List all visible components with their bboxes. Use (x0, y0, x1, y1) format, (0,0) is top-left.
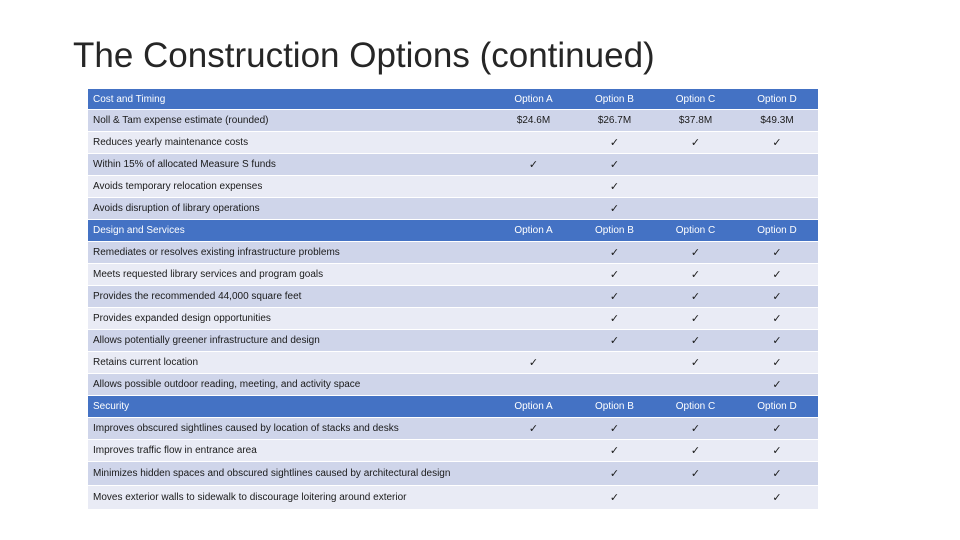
checkmark-icon: ✓ (736, 352, 818, 373)
criterion-label: Moves exterior walls to sidewalk to discourage loitering around exterior (88, 486, 493, 509)
options-table-body (88, 89, 818, 509)
construction-options-table (88, 88, 818, 510)
checkmark-icon: ✓ (574, 462, 655, 485)
table-row (88, 154, 818, 175)
criterion-label: Noll & Tam expense estimate (rounded) (88, 110, 493, 131)
table-row (88, 352, 818, 373)
checkmark-icon: ✓ (736, 308, 818, 329)
checkmark-icon: ✓ (655, 330, 736, 351)
table-cell (493, 132, 574, 153)
table-cell (493, 374, 574, 395)
checkmark-icon: ✓ (736, 418, 818, 439)
table-cell (655, 198, 736, 219)
table-cell (493, 242, 574, 263)
checkmark-icon: ✓ (736, 440, 818, 461)
checkmark-icon: ✓ (736, 462, 818, 485)
table-cell (655, 154, 736, 175)
option-column-header: Option D (736, 396, 818, 417)
checkmark-icon: ✓ (736, 374, 818, 395)
table-cell (736, 154, 818, 175)
table-cell (493, 486, 574, 509)
checkmark-icon: ✓ (574, 176, 655, 197)
table-row (88, 286, 818, 307)
checkmark-icon: ✓ (736, 330, 818, 351)
table-cell: $37.8M (655, 110, 736, 131)
checkmark-icon: ✓ (574, 486, 655, 509)
option-column-header: Option D (736, 220, 818, 241)
option-column-header: Option B (574, 89, 655, 109)
criterion-label: Avoids temporary relocation expenses (88, 176, 493, 197)
checkmark-icon: ✓ (736, 242, 818, 263)
section-header-label: Cost and Timing (88, 89, 493, 109)
checkmark-icon: ✓ (574, 154, 655, 175)
section-header-row (88, 220, 818, 241)
option-column-header: Option A (493, 396, 574, 417)
option-column-header: Option B (574, 396, 655, 417)
checkmark-icon: ✓ (655, 286, 736, 307)
table-cell (493, 264, 574, 285)
checkmark-icon: ✓ (574, 418, 655, 439)
table-cell (736, 198, 818, 219)
table-cell (493, 462, 574, 485)
criterion-label: Allows possible outdoor reading, meeting, and activity space (88, 374, 493, 395)
option-column-header: Option A (493, 89, 574, 109)
checkmark-icon: ✓ (493, 352, 574, 373)
table-row (88, 330, 818, 351)
table-row (88, 440, 818, 461)
checkmark-icon: ✓ (655, 132, 736, 153)
option-column-header: Option C (655, 89, 736, 109)
table-cell (493, 440, 574, 461)
checkmark-icon: ✓ (655, 242, 736, 263)
table-cell: $49.3M (736, 110, 818, 131)
checkmark-icon: ✓ (655, 462, 736, 485)
checkmark-icon: ✓ (493, 418, 574, 439)
table-cell: $24.6M (493, 110, 574, 131)
checkmark-icon: ✓ (736, 486, 818, 509)
option-column-header: Option A (493, 220, 574, 241)
checkmark-icon: ✓ (736, 132, 818, 153)
table-row (88, 242, 818, 263)
option-column-header: Option C (655, 396, 736, 417)
checkmark-icon: ✓ (574, 440, 655, 461)
table-cell (574, 374, 655, 395)
table-cell (493, 198, 574, 219)
table-row (88, 132, 818, 153)
table-row (88, 110, 818, 131)
checkmark-icon: ✓ (574, 286, 655, 307)
criterion-label: Reduces yearly maintenance costs (88, 132, 493, 153)
section-header-label: Security (88, 396, 493, 417)
table-cell (655, 176, 736, 197)
option-column-header: Option C (655, 220, 736, 241)
criterion-label: Retains current location (88, 352, 493, 373)
table-cell (574, 352, 655, 373)
table-cell (655, 374, 736, 395)
checkmark-icon: ✓ (655, 264, 736, 285)
criterion-label: Minimizes hidden spaces and obscured sightlines caused by architectural design (88, 462, 493, 485)
criterion-label: Allows potentially greener infrastructure and design (88, 330, 493, 351)
checkmark-icon: ✓ (736, 286, 818, 307)
criterion-label: Remediates or resolves existing infrastructure problems (88, 242, 493, 263)
table-cell (736, 176, 818, 197)
checkmark-icon: ✓ (736, 264, 818, 285)
table-row (88, 486, 818, 509)
checkmark-icon: ✓ (574, 330, 655, 351)
checkmark-icon: ✓ (655, 308, 736, 329)
table-cell (493, 176, 574, 197)
table-row (88, 264, 818, 285)
table-row (88, 374, 818, 395)
section-header-row (88, 396, 818, 417)
checkmark-icon: ✓ (574, 198, 655, 219)
checkmark-icon: ✓ (574, 308, 655, 329)
checkmark-icon: ✓ (655, 440, 736, 461)
checkmark-icon: ✓ (655, 418, 736, 439)
option-column-header: Option B (574, 220, 655, 241)
table-row (88, 176, 818, 197)
checkmark-icon: ✓ (574, 264, 655, 285)
table-row (88, 308, 818, 329)
checkmark-icon: ✓ (574, 242, 655, 263)
checkmark-icon: ✓ (655, 352, 736, 373)
table-row (88, 462, 818, 485)
table-row (88, 198, 818, 219)
table-row (88, 418, 818, 439)
table-cell: $26.7M (574, 110, 655, 131)
section-header-label: Design and Services (88, 220, 493, 241)
table-cell (655, 486, 736, 509)
section-header-row (88, 89, 818, 109)
table-cell (493, 330, 574, 351)
criterion-label: Provides the recommended 44,000 square feet (88, 286, 493, 307)
criterion-label: Improves traffic flow in entrance area (88, 440, 493, 461)
checkmark-icon: ✓ (574, 132, 655, 153)
option-column-header: Option D (736, 89, 818, 109)
criterion-label: Improves obscured sightlines caused by location of stacks and desks (88, 418, 493, 439)
table-cell (493, 286, 574, 307)
criterion-label: Provides expanded design opportunities (88, 308, 493, 329)
criterion-label: Meets requested library services and program goals (88, 264, 493, 285)
slide-title: The Construction Options (continued) (73, 36, 655, 75)
checkmark-icon: ✓ (493, 154, 574, 175)
table-cell (493, 308, 574, 329)
criterion-label: Within 15% of allocated Measure S funds (88, 154, 493, 175)
criterion-label: Avoids disruption of library operations (88, 198, 493, 219)
